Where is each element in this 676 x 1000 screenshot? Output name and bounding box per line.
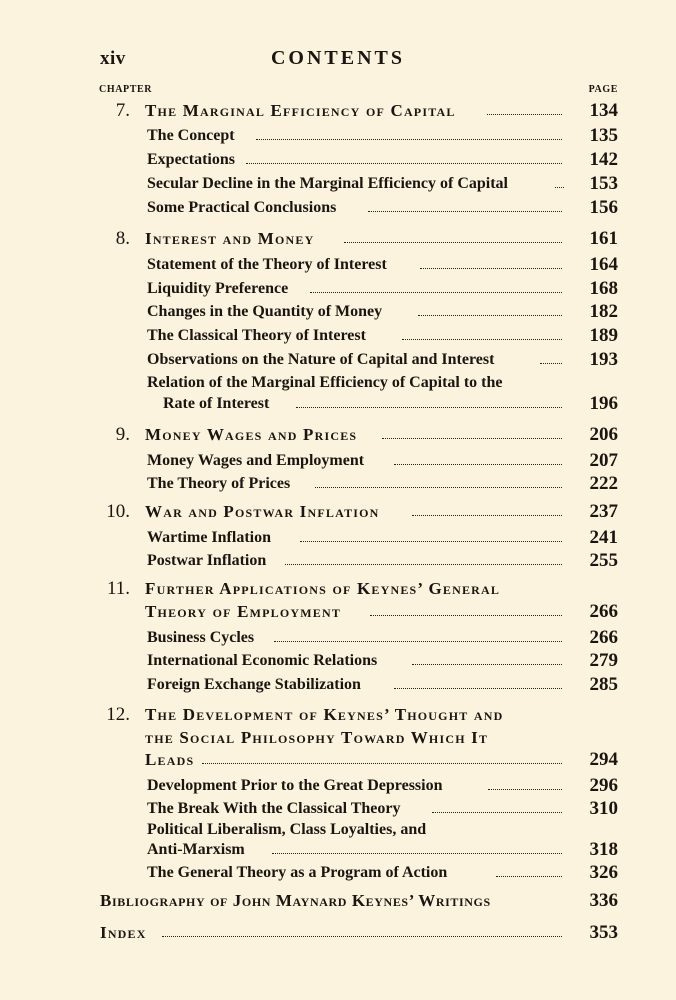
toc-section-entry: [0, 673, 676, 697]
toc-section-entry: [0, 172, 676, 196]
page-number: 279: [589, 650, 618, 671]
leader-dots: [394, 464, 562, 465]
section-title: Liquidity Preference: [147, 280, 289, 297]
page-number: 196: [589, 393, 618, 414]
toc-section-entry-cont: [0, 838, 676, 862]
leader-dots: [315, 487, 562, 488]
page-number: 266: [589, 627, 618, 648]
section-title: Secular Decline in the Marginal Efficiency of Capital: [147, 175, 508, 192]
toc-section-entry: [0, 124, 676, 148]
section-title: Changes in the Quantity of Money: [147, 303, 383, 320]
toc-section-entry: [0, 196, 676, 220]
toc-section-entry: [0, 300, 676, 324]
page-number: 222: [589, 473, 618, 494]
leader-dots: [412, 664, 562, 665]
section-title: Expectations: [147, 151, 235, 168]
leader-dots: [402, 339, 562, 340]
leader-dots: [272, 853, 562, 854]
leader-dots: [300, 541, 562, 542]
page-title: CONTENTS: [270, 47, 406, 69]
leader-dots: [488, 789, 562, 790]
toc-backmatter-entry: [0, 921, 676, 945]
section-title: The Classical Theory of Interest: [147, 327, 366, 344]
toc-section-entry-cont: [0, 392, 676, 416]
page-number: 294: [589, 749, 618, 770]
chapter-title-line1: Further Applications of Keynes’ General: [145, 579, 501, 598]
chapter-number: 7.: [115, 100, 130, 121]
chapter-number: 9.: [115, 424, 130, 445]
page-number: 296: [589, 775, 618, 796]
toc-section-entry: [0, 148, 676, 172]
section-title: The Concept: [147, 127, 235, 144]
chapter-title: War and Postwar Inflation: [145, 502, 380, 521]
leader-dots: [344, 242, 562, 243]
leader-dots: [162, 936, 562, 937]
page-number: 164: [589, 254, 618, 275]
chapter-column-label: CHAPTER: [99, 84, 153, 95]
toc-section-entry: [0, 277, 676, 301]
page-number: 206: [589, 424, 618, 445]
page-number: 135: [589, 125, 618, 146]
toc-chapter-entry: [0, 227, 676, 251]
page-number: 193: [589, 349, 618, 370]
section-title: The Theory of Prices: [147, 475, 291, 492]
leader-dots: [274, 641, 562, 642]
page-number: 336: [589, 890, 618, 911]
leader-dots: [394, 688, 562, 689]
toc-section-entry: [0, 472, 676, 496]
page-column-label: PAGE: [588, 84, 618, 95]
leader-dots: [412, 515, 562, 516]
leader-dots: [432, 812, 562, 813]
section-title: Some Practical Conclusions: [147, 199, 337, 216]
toc-backmatter-entry: [0, 889, 676, 913]
section-title: The General Theory as a Program of Action: [147, 864, 448, 881]
chapter-title: Interest and Money: [145, 229, 315, 248]
leader-dots: [487, 114, 562, 115]
chapter-number: 11.: [106, 578, 130, 599]
chapter-number: 10.: [106, 501, 130, 522]
toc-section-entry: [0, 549, 676, 573]
leader-dots: [296, 407, 562, 408]
page-number: 266: [589, 601, 618, 622]
page-number: 134: [589, 100, 618, 121]
toc-section-entry: [0, 348, 676, 372]
leader-dots: [382, 438, 562, 439]
chapter-number: 8.: [115, 228, 130, 249]
page-number: 153: [589, 173, 618, 194]
toc-section-entry: [0, 526, 676, 550]
page-number: 182: [589, 301, 618, 322]
toc-section-entry: [0, 774, 676, 798]
leader-dots: [555, 187, 564, 188]
leader-dots: [256, 139, 562, 140]
toc-chapter-entry-cont: [0, 748, 676, 772]
chapter-number: 12.: [106, 704, 130, 725]
chapter-title-line2: Theory of Employment: [145, 602, 342, 621]
leader-dots: [202, 763, 562, 764]
page-number: 310: [589, 798, 618, 819]
toc-chapter-entry-cont: [0, 600, 676, 624]
page-number: 326: [589, 862, 618, 883]
section-title: International Economic Relations: [147, 652, 378, 669]
section-title: Postwar Inflation: [147, 552, 267, 569]
section-title-line1: Political Liberalism, Class Loyalties, and: [147, 821, 427, 838]
page-number: 318: [589, 839, 618, 860]
leader-dots: [496, 876, 562, 877]
page-number: 161: [589, 228, 618, 249]
page-number: 353: [589, 922, 618, 943]
bibliography-title: Bibliography of John Maynard Keynes’ Writings: [100, 891, 491, 910]
leader-dots: [368, 211, 562, 212]
section-title-line2: Anti-Marxism: [147, 841, 245, 858]
leader-dots: [310, 292, 562, 293]
chapter-title-line2: the Social Philosophy Toward Which It: [145, 728, 489, 747]
page-number: 207: [589, 450, 618, 471]
page-number: 168: [589, 278, 618, 299]
toc-section-entry: [0, 253, 676, 277]
section-title: Observations on the Nature of Capital and Interest: [147, 351, 495, 368]
section-title-line1: Relation of the Marginal Efficiency of Capital to the: [147, 374, 503, 391]
section-title: Money Wages and Employment: [147, 452, 365, 469]
section-title: The Break With the Classical Theory: [147, 800, 401, 817]
toc-section-entry: [0, 626, 676, 650]
section-title: Statement of the Theory of Interest: [147, 256, 387, 273]
section-title: Development Prior to the Great Depression: [147, 777, 443, 794]
page-number: 156: [589, 197, 618, 218]
index-title: Index: [100, 923, 147, 942]
page-number: 189: [589, 325, 618, 346]
chapter-title: Money Wages and Prices: [145, 425, 358, 444]
toc-section-entry: [0, 649, 676, 673]
leader-dots: [540, 363, 562, 364]
toc-chapter-entry: [0, 577, 676, 601]
page-number: 241: [589, 527, 618, 548]
leader-dots: [420, 268, 562, 269]
toc-section-entry: [0, 324, 676, 348]
toc-chapter-entry: [0, 423, 676, 447]
toc-section-entry: [0, 861, 676, 885]
section-title: Wartime Inflation: [147, 529, 271, 546]
page-number: 255: [589, 550, 618, 571]
toc-chapter-entry: [0, 500, 676, 524]
toc-section-entry: [0, 449, 676, 473]
chapter-title: The Marginal Efficiency of Capital: [145, 101, 456, 120]
section-title: Foreign Exchange Stabilization: [147, 676, 361, 693]
section-title-line2: Rate of Interest: [163, 395, 270, 412]
toc-chapter-entry: [0, 703, 676, 727]
chapter-title-line1: The Development of Keynes’ Thought and: [145, 705, 504, 724]
toc-chapter-entry-cont: [0, 726, 676, 750]
page-number: 142: [589, 149, 618, 170]
page-folio: xiv: [100, 48, 126, 69]
toc-chapter-entry: [0, 99, 676, 123]
page-number: 237: [589, 501, 618, 522]
chapter-title-line3: Leads: [145, 750, 195, 769]
leader-dots: [246, 163, 562, 164]
leader-dots: [285, 564, 562, 565]
leader-dots: [370, 615, 562, 616]
section-title: Business Cycles: [147, 629, 255, 646]
leader-dots: [418, 315, 562, 316]
page-number: 285: [589, 674, 618, 695]
